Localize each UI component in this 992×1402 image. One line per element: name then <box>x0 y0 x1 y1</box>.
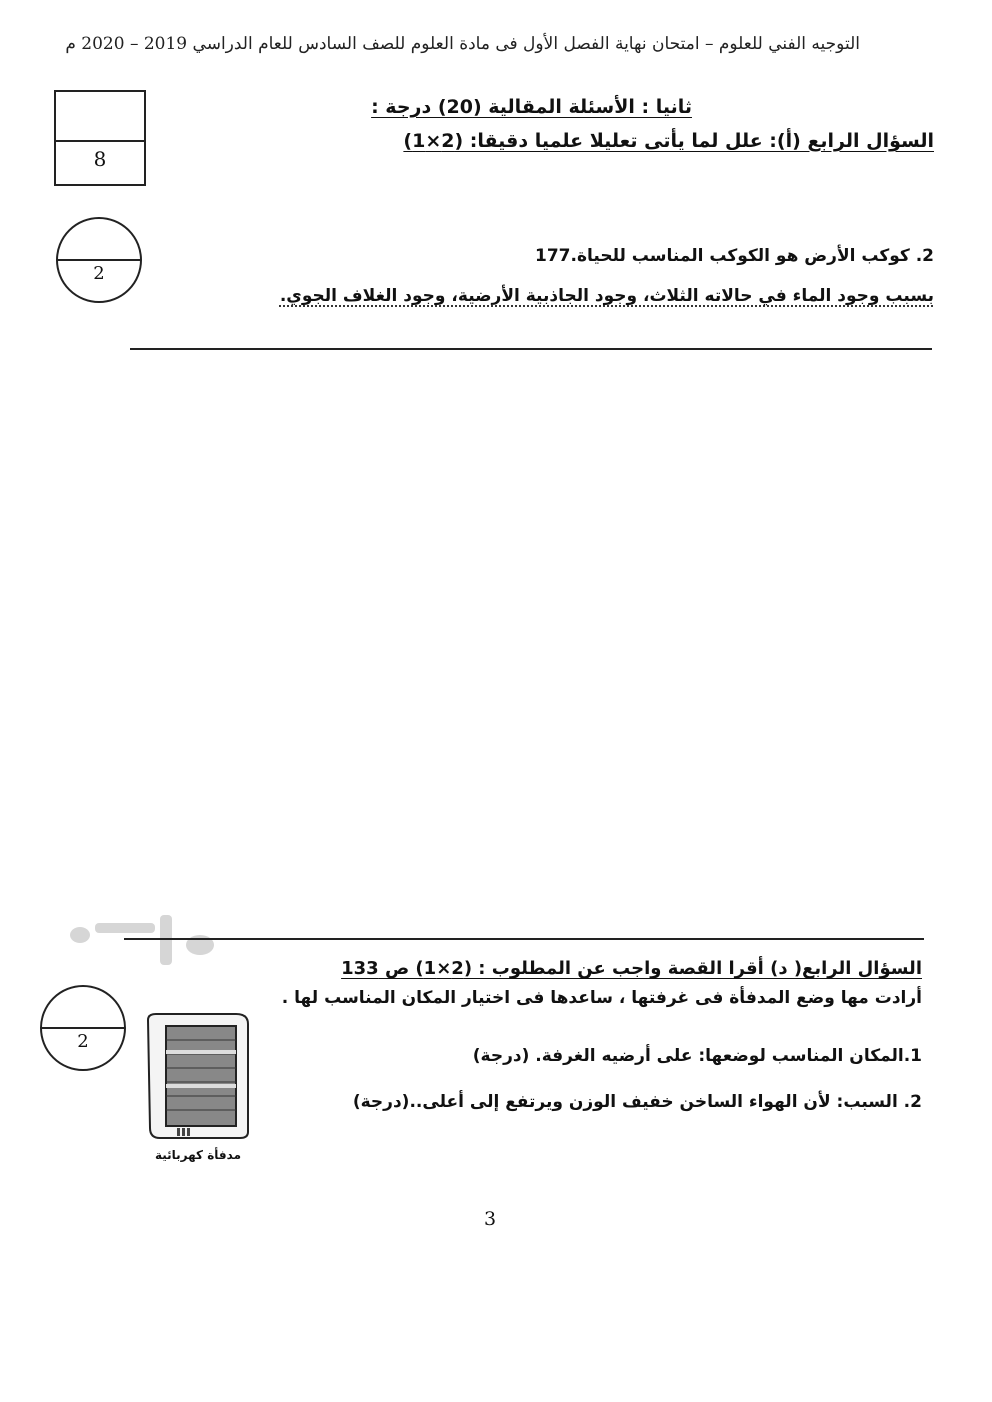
question-4d-title: السؤال الرابع( د) أقرا القصة واجب عن المطلوب : (2×1) ص 133 <box>341 958 922 979</box>
question-4d-answer-2: 2. السبب: لأن الهواء الساخن خفيف الوزن ويرتفع إلى أعلى..(درجة) <box>352 1092 922 1112</box>
section-title: ثانيا : الأسئلة المقالية (20) درجة : <box>371 96 692 118</box>
page-number: 3 <box>483 1208 497 1230</box>
question-4d-score-circle <box>40 985 126 1071</box>
total-score-value: 8 <box>93 147 107 171</box>
watermark-graphic <box>60 905 220 975</box>
question-4a-score-circle <box>56 217 142 303</box>
question-4a-score: 2 <box>93 263 105 284</box>
question-4a-item-2: 2. كوكب الأرض هو الكوكب المناسب للحياة.177 <box>535 246 934 266</box>
circle-divider <box>42 1027 124 1029</box>
score-box-divider <box>56 140 144 142</box>
question-4d-score: 2 <box>77 1031 89 1052</box>
question-4a-answer-2: بسبب وجود الماء في حالاته الثلاث، وجود الجاذبية الأرضية، وجود الغلاف الجوي. <box>279 286 934 306</box>
electric-heater-image <box>144 1010 252 1144</box>
circle-divider <box>58 259 140 261</box>
question-4a-title: السؤال الرابع (أ): علل لما يأتى تعليلا علميا دقيقا: (2×1) <box>403 130 934 152</box>
page-header: التوجيه الفني للعلوم – امتحان نهاية الفصل الأول فى مادة العلوم للصف السادس للعام الدراسي 2019 – 2020 م <box>65 34 860 54</box>
question-4d-story: أرادت مها وضع المدفأة فى غرفتها ، ساعدها فى اختيار المكان المناسب لها . <box>281 988 922 1008</box>
total-score-box <box>54 90 146 186</box>
question-4d-answer-1: 1.المكان المناسب لوضعها: على أرضيه الغرفة. (درجة) <box>472 1046 922 1066</box>
heater-caption: مدفأة كهربائية <box>154 1148 242 1162</box>
section-divider-line <box>130 348 932 350</box>
section-divider-line-2 <box>124 938 924 940</box>
